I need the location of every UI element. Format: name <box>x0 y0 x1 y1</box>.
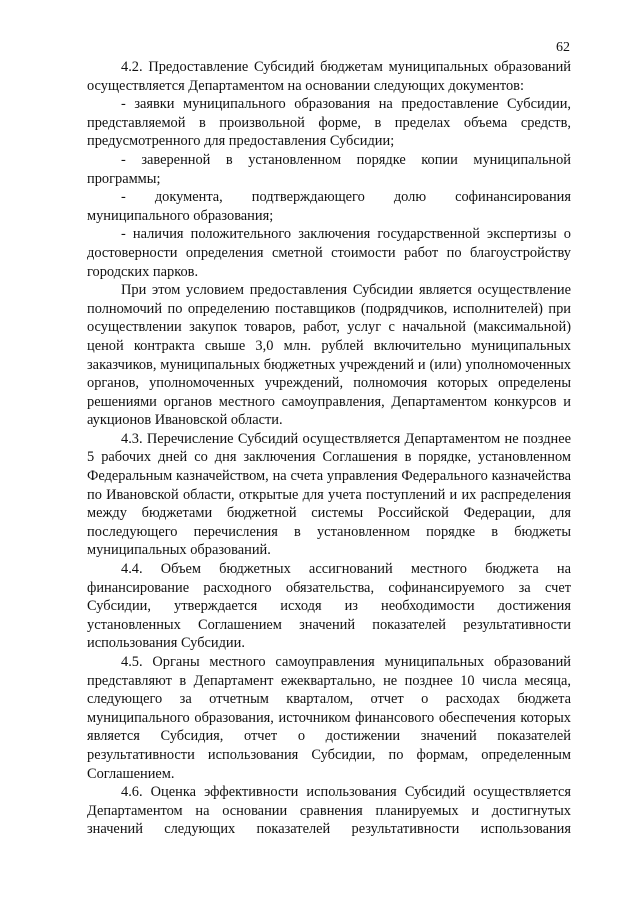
list-item-application: - заявки муниципального образования на предоставление Субсидии, представляемой в произвольной форме, в пределах объема средств, предусмотренного для предоставления Субсидии; <box>87 96 571 150</box>
paragraph-4-6: 4.6. Оценка эффективности использования Субсидий осуществляется Департаментом на основании сравнения планируемых и достигнутых значений следующих показателей результативности использования <box>87 784 571 838</box>
paragraph-4-5: 4.5. Органы местного самоуправления муниципальных образований представляют в Департамент ежеквартально, не позднее 10 числа месяца, следующего за отчетным кварталом, отчет о расходах бюджета муниципального образования, источником финансового обеспечения которых является Субсидия, отчет о достижении значений показателей результативности использования Субсидии, по формам, определенным Соглашением. <box>87 654 571 782</box>
paragraph-4-2: 4.2. Предоставление Субсидий бюджетам муниципальных образований осуществляется Департаментом на основании следующих документов: <box>87 59 571 94</box>
paragraph-condition: При этом условием предоставления Субсидии является осуществление полномочий по определению поставщиков (подрядчиков, исполнителей) при осуществлении закупок товаров, работ, услуг с начальной (максимальной) ценой контракта свыше 3,0 млн. рублей включительно муниципальных заказчиков, муниципальных бюджетных учреждений и (или) уполномоченных органов, уполномоченных учреждений, полномочия которых определены решениями органов местного самоуправления, Департаментом конкурсов и аукционов Ивановской области. <box>87 282 571 429</box>
document-body <box>87 58 571 839</box>
list-item-program-copy: - заверенной в установленном порядке копии муниципальной программы; <box>87 151 571 187</box>
page-number: 62 <box>556 40 570 55</box>
list-item-expertise-conclusion: - наличия положительного заключения государственной экспертизы о достоверности определения сметной стоимости работ по благоустройству городских парков. <box>87 226 571 280</box>
list-item-cofinancing-document: - документа, подтверждающего долю софинансирования муниципального образования; <box>87 189 571 224</box>
paragraph-4-3: 4.3. Перечисление Субсидий осуществляется Департаментом не позднее 5 рабочих дней со дня заключения Соглашения в порядке, установленном Федеральным казначейством, на счета управления Федерального казначейства по Ивановской области, открытые для учета поступлений и их распределения между бюджетами бюджетной системы Российской Федерации, для последующего перечисления в установленном порядке в бюджеты муниципальных образований. <box>87 430 571 559</box>
paragraph-4-4: 4.4. Объем бюджетных ассигнований местного бюджета на финансирование расходного обязательства, софинансируемого за счет Субсидии, утверждается исходя из необходимости достижения установленных Соглашением значений показателей результативности использования Субсидии. <box>87 561 571 652</box>
